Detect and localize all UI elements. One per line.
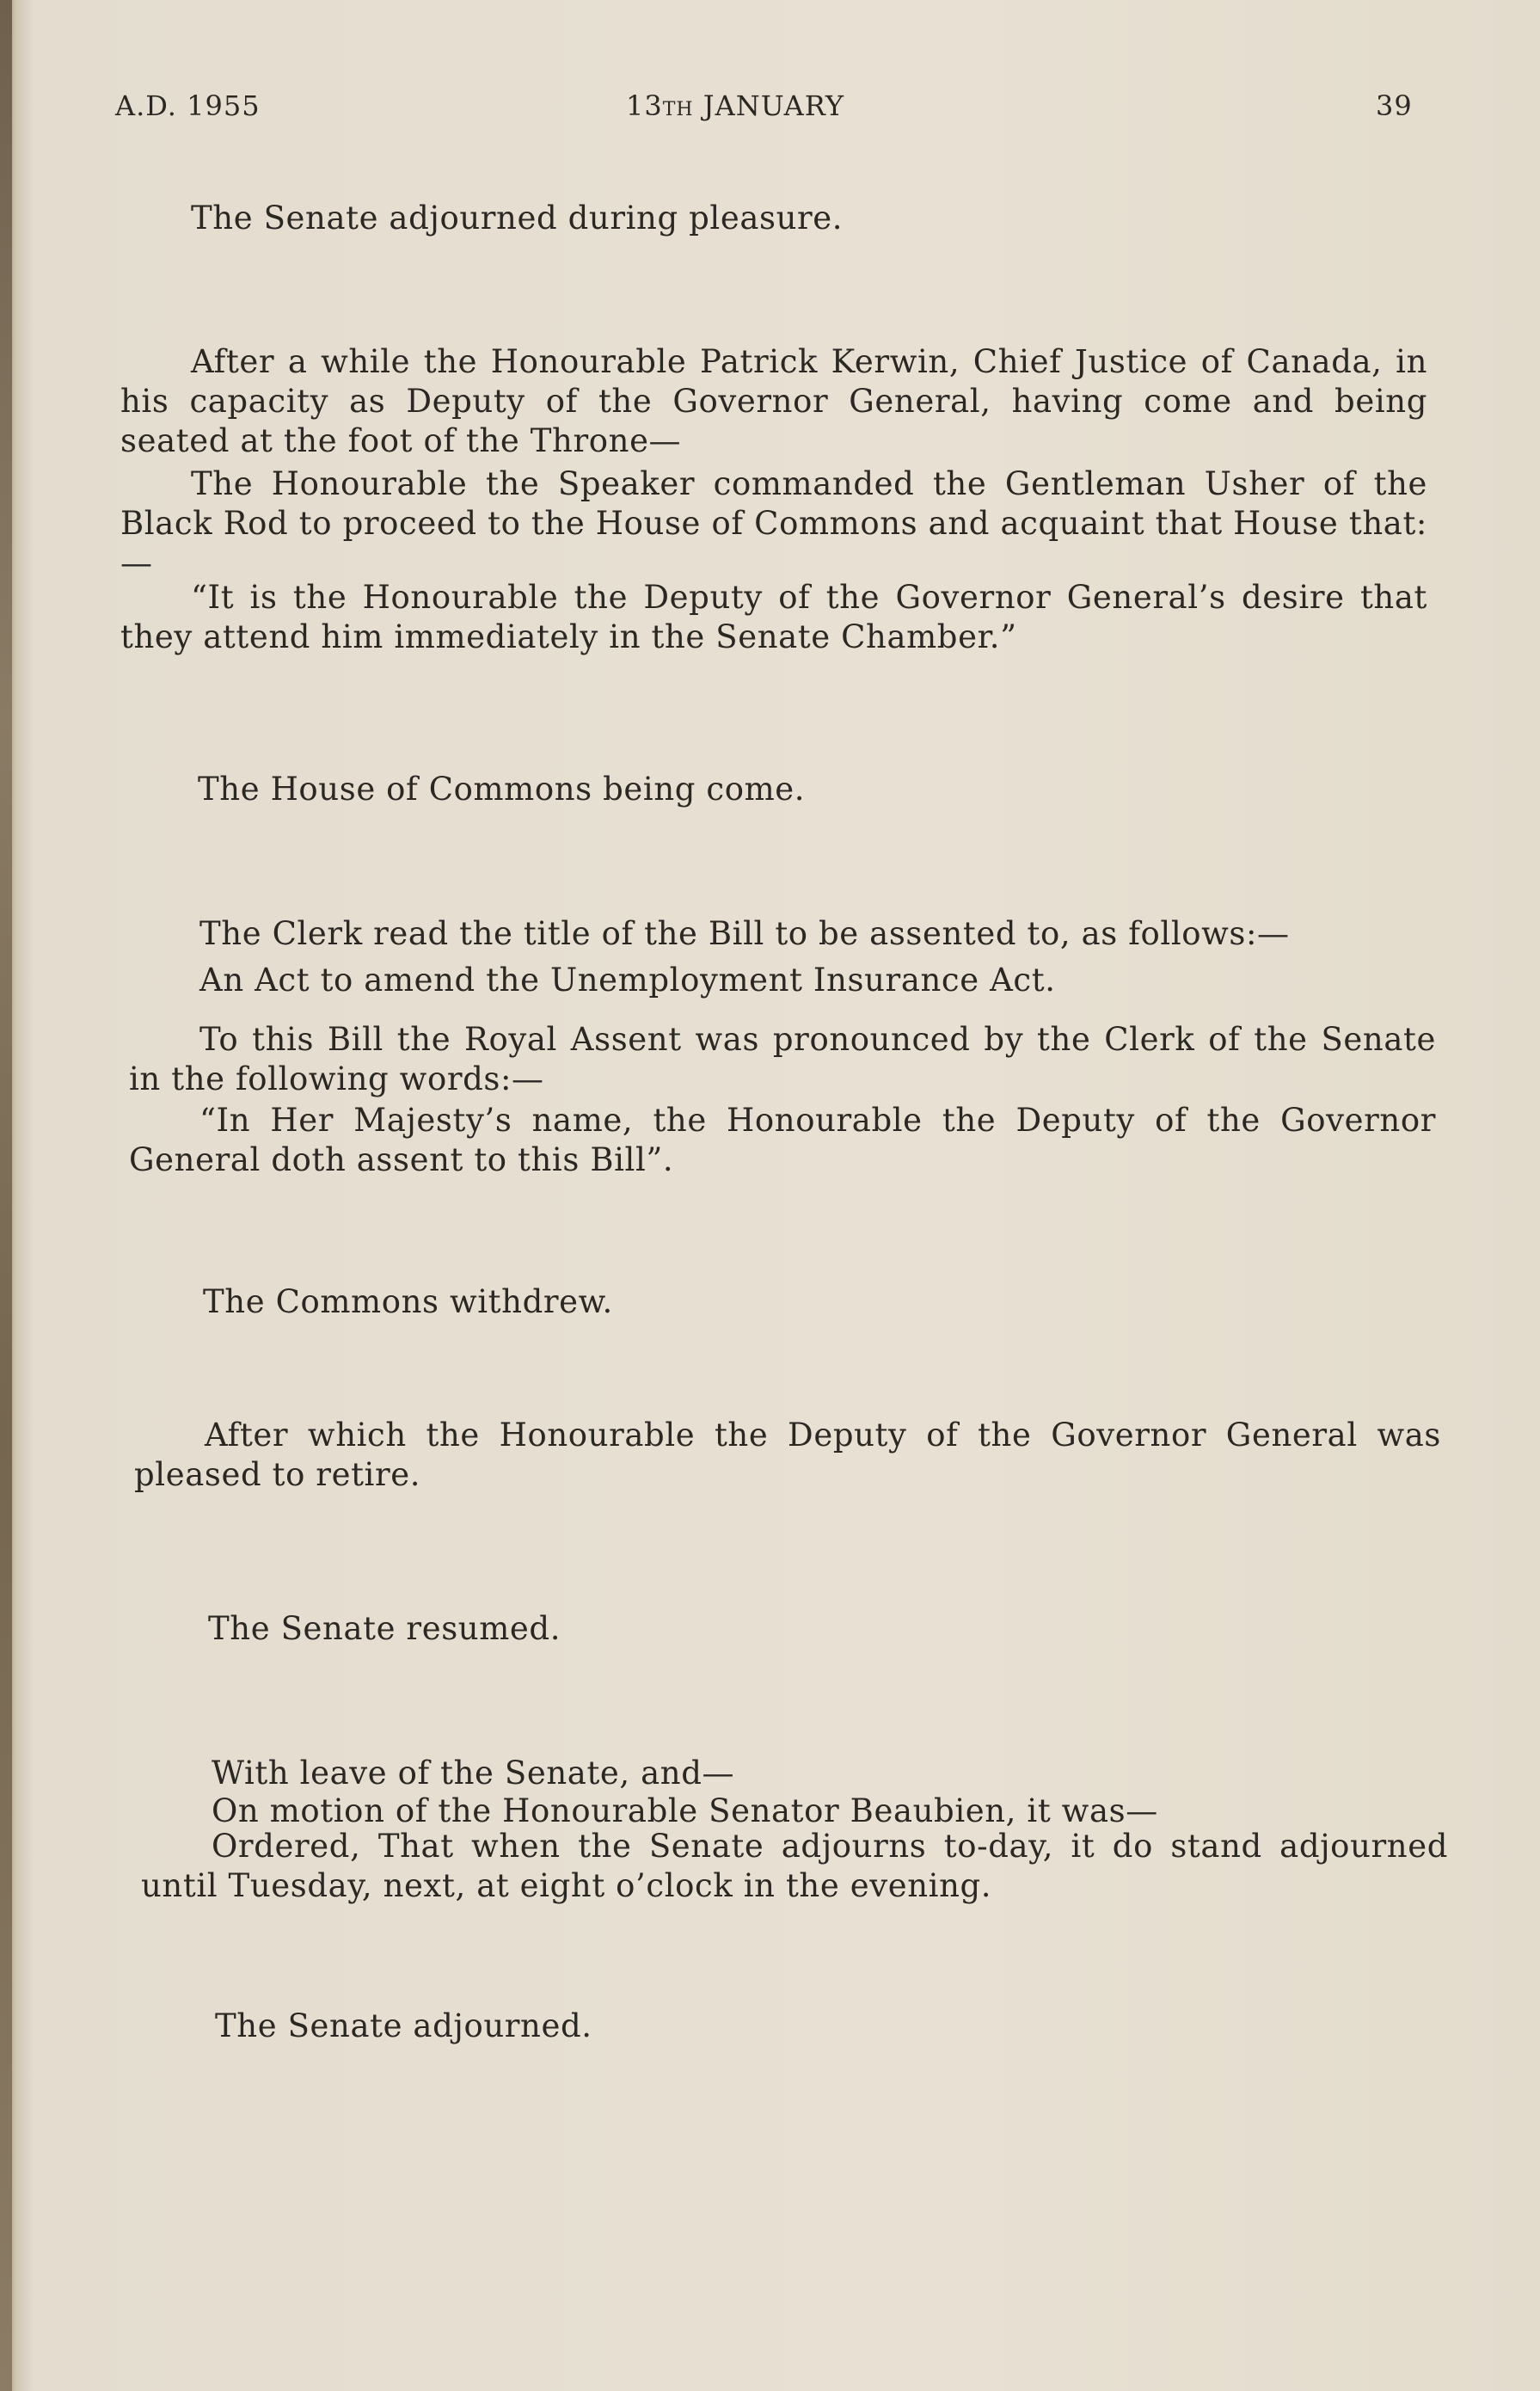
paragraph-senate-resumed: The Senate resumed.: [208, 1610, 561, 1647]
binding-edge: [0, 0, 12, 2391]
paragraph-commons-come: The House of Commons being come.: [198, 771, 806, 808]
paragraph-assent-quote: “In Her Majesty’s name, the Honourable the Deputy of the Governor General doth assent to this Bill”.: [129, 1102, 1436, 1178]
paragraph-senate-adjourned: The Senate adjourned.: [215, 2007, 592, 2044]
paragraph-message-quote: “It is the Honourable the Deputy of the Governor General’s desire that they attend him immediately in the Senate Chamber.”: [120, 579, 1427, 655]
paragraph-ordered: Ordered, That when the Senate adjourns to-day, it do stand adjourned until Tuesday, next, at eight o’clock in the evening.: [141, 1828, 1448, 1904]
paragraph-senate-adjourned-pleasure: The Senate adjourned during pleasure.: [191, 200, 844, 237]
paragraph-commons-withdrew: The Commons withdrew.: [203, 1283, 613, 1320]
running-header: [0, 89, 1540, 132]
header-date-month: JANUARY: [703, 89, 845, 122]
paragraph-on-motion: On motion of the Honourable Senator Beaubien, it was—: [212, 1792, 1158, 1829]
header-date-suffix: th: [662, 89, 694, 122]
header-date-number: 13: [626, 89, 663, 122]
bill-title: An Act to amend the Unemployment Insurance Act.: [199, 962, 1056, 999]
paragraph-royal-assent: To this Bill the Royal Assent was pronounced by the Clerk of the Senate in the following words:—: [129, 1021, 1436, 1097]
paragraph-clerk-read-title: The Clerk read the title of the Bill to be assented to, as follows:—: [199, 915, 1290, 952]
header-year: A.D. 1955: [115, 89, 261, 122]
paragraph-deputy-retire: After which the Honourable the Deputy of the Governor General was pleased to retire.: [134, 1417, 1441, 1493]
paragraph-deputy-arrival: After a while the Honourable Patrick Kerwin, Chief Justice of Canada, in his capacity as Deputy of the Governor General, having come and being seated at the foot of the Throne—: [120, 343, 1427, 459]
header-date: [626, 89, 844, 122]
paragraph-speaker-command: The Honourable the Speaker commanded the Gentleman Usher of the Black Rod to proceed to the House of Commons and acquaint that House that:—: [120, 465, 1427, 581]
page-number: 39: [1376, 89, 1413, 122]
paragraph-leave-of-senate: With leave of the Senate, and—: [212, 1755, 735, 1792]
